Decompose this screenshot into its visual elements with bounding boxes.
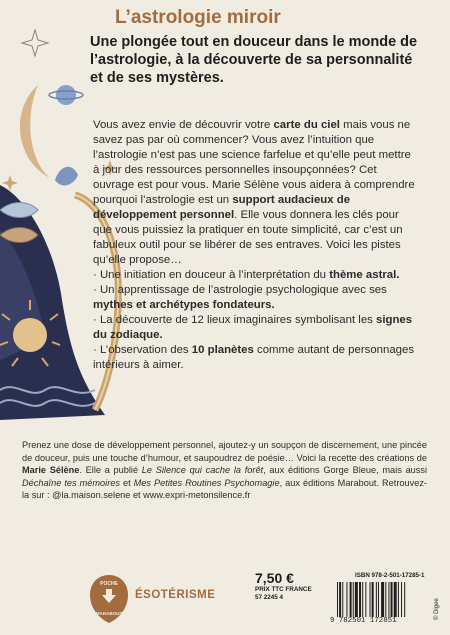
book-description — [93, 118, 419, 373]
bullet-item: · Un apprentissage de l’astrologie psychologique avec ses mythes et archétypes fondateurs. — [93, 284, 387, 311]
isbn-digits: 9 782501 172851 — [330, 617, 397, 625]
price: 7,50 € — [255, 570, 294, 586]
bullet-item: · Une initiation en douceur à l’interprétation du thème astral. — [93, 269, 400, 281]
author-bio-text: Prenez une dose de développement personnel, ajoutez-y un soupçon de discernement, une pincée de douceur, puis une touche d’humour, et saupoudrez de poésie… Voici la recette des créations de Marie Sélène. Elle a publié Le Silence qui cache la forêt, aux éditions Gorge Bleue, mais aussi Déchaîne tes mémoires et Mes Petites Routines Psychomagie, aux éditions Marabout. Retrouvez-la sur : @la.maison.selene et www.expri-metonsilence.fr — [22, 440, 427, 500]
bullet-item: · L’observation des 10 planètes comme autant de personnages intérieurs à aimer. — [93, 344, 415, 371]
logo-top-text: POCHE — [100, 581, 118, 587]
book-subtitle: Une plongée tout en douceur dans le monde de l’astrologie, à la découverte de sa personnalité et de ses mystères. — [90, 34, 418, 86]
barcode — [335, 582, 430, 617]
category-label: ÉSOTÉRISME — [135, 589, 216, 601]
logo-bottom-text: MARABOUT — [95, 611, 123, 616]
poche-marabout-logo — [88, 573, 130, 625]
price-code: 57 2245 4 — [255, 594, 284, 601]
description-intro: Vous avez envie de découvrir votre carte du ciel mais vous ne savez pas par où commencer? Vous avez l’intuition que l’astrologie n’est pas une science farfelue et qu’elle peut mettre à jour des ressources personnelles insoupçonnées? Cet ouvrage est pour vous. Marie Sélène vous aidera à comprendre pourquoi l’astrologie est un support audacieux de développement personnel. Elle vous donnera les clés pour que vous puissiez la pratiquer en toute simplicité, car c’est un fabuleux outil pour se libérer de ses entraves. Voici les pistes qu’elle propose… — [93, 119, 415, 266]
price-note: PRIX TTC FRANCE — [255, 586, 312, 593]
isbn-label: ISBN 978-2-501-17285-1 — [355, 572, 425, 579]
bullet-item: · La découverte de 12 lieux imaginaires symbolisant les signes du zodiaque. — [93, 314, 413, 341]
author-bio — [22, 439, 427, 502]
credit: © Digee — [434, 598, 440, 620]
price-block — [255, 570, 335, 602]
book-title: L’astrologie miroir — [115, 7, 281, 28]
